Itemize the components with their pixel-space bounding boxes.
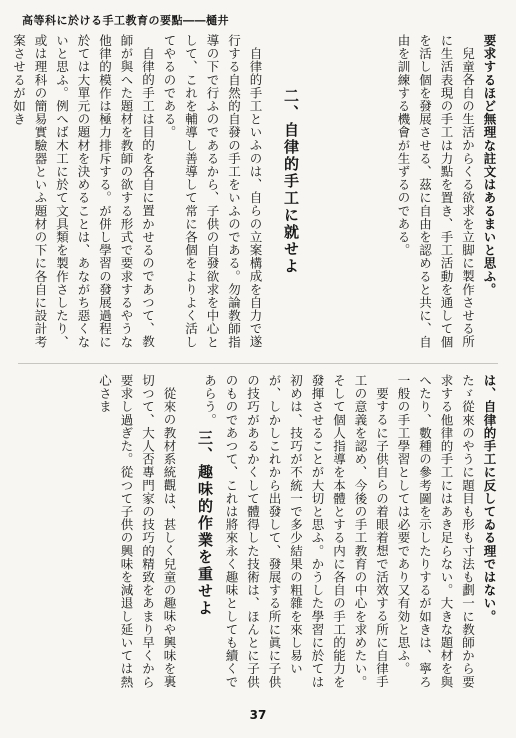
section-2-heading: 二、自律的手工に就せよ xyxy=(282,88,300,275)
page-number: 37 xyxy=(249,708,267,722)
half-divider xyxy=(18,363,498,364)
lower-col-f: たゞ從來のやうに題目も形も寸法も劃一に教師から要求する他律的手工にはあき足らない。大きな題材を與へたり、數種の參考圖を示したりするが如きは、寧ろ一般の手工學習としては必要であり又有効と思ふ。 xyxy=(396,374,476,689)
lower-text-left xyxy=(16,374,180,690)
upper-text-left xyxy=(11,34,266,352)
lower-col-h: 從來の教材系統觀は、甚しく兒童の趣味や興味を裏切つて、大人否專門家の技巧的精致をあまり早くから要求し過ぎた。從つて子供の興味を減退し延いては熱心さま xyxy=(97,374,177,689)
upper-col-c: 自律的手工といふのは、自らの立案構成を自力で遂行する自然的自發の手工をいふのである。勿論教師指導の下で行ふのであるから、子供の自發欲求を中心として、これを輔導し善導して常に各個をよりよく活してやるのである。 xyxy=(162,34,263,349)
lower-col-g: 要するに子供自らの着眼着想で活效する所に自律手工の意義を認め、今後の手工教育の中心を求めたい。そして個人指導を本體とする内に各自の手工的能力を發揮させることが大切と思ふ。かうした學習に於ては初めは、技巧が不統一で多少結果の粗雜を來し易いが、しかしこれから出發して、發展する所に眞に子供の技巧があるかくして體得した技術は、ほんとに子供のものであつて、これは將來永く趣味としても續くであらう。 xyxy=(202,374,390,689)
upper-col-a: 要求するほど無理な註文はあるまいと思ふ。 xyxy=(482,34,497,296)
section-3-heading: 三、趣味的作業を重せよ xyxy=(196,430,214,617)
upper-col-b: 兒童各自の生活からくる欲求を立脚に製作させる所に生活表現の手工は力點を置き、手工活動を通して個を活し個を發展させる、茲に自由を認めると共に、自由を訓練する機會が生ずるのである。 xyxy=(396,34,476,349)
upper-col-d: 自律的手工は目的を各自に置かせるのであつて、教師が與へた題材を教師の欲する形式で要求するやうな他律的模作は極力排斥する。が併し學習の發展過程に於ては大單元の題材を決めることは、あながち惡くないと思ふ。例へば木工に於て文具類を製作さしたり、或は理科の簡易實驗器といふ題材の下に各自に設計考案させるが如き xyxy=(11,34,156,349)
running-head: 高等科に於ける手工教育の要點――樋井 xyxy=(22,14,229,27)
upper-text-right xyxy=(308,34,500,352)
lower-col-e: は、自律的手工に反してゐる理ではない。 xyxy=(482,374,497,623)
